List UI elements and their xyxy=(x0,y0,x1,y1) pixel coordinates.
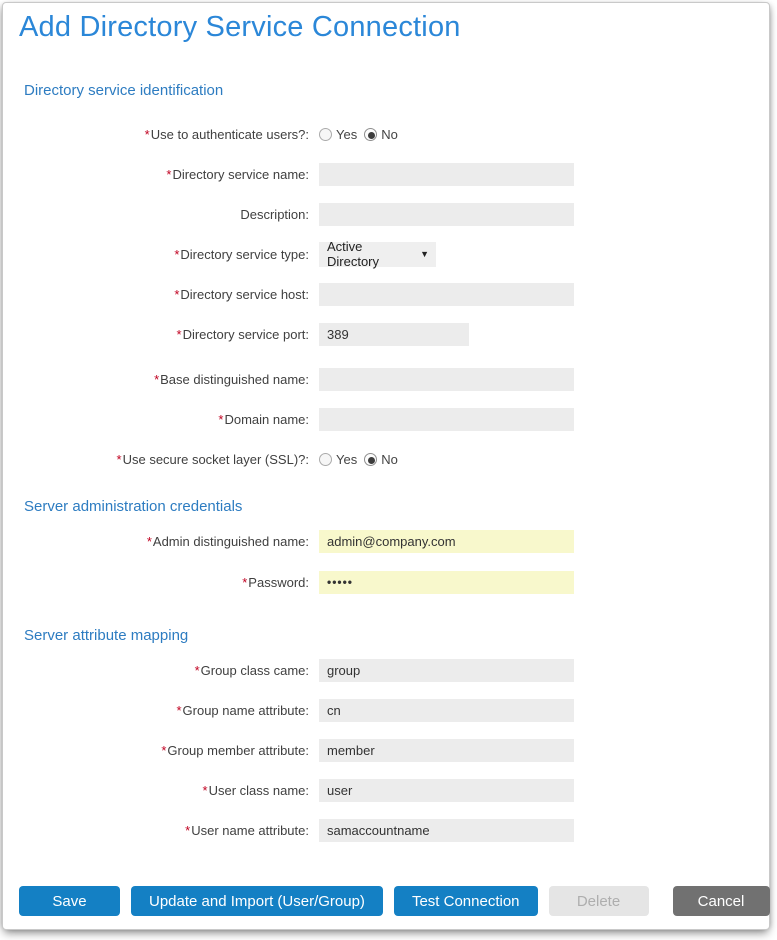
row-admin-distinguished-name xyxy=(3,529,769,553)
dialog-frame xyxy=(2,2,770,930)
field-label: Description: xyxy=(240,206,309,222)
section-heading-credentials: Server administration credentials xyxy=(24,498,243,515)
auth-users-no-radio[interactable] xyxy=(364,128,377,141)
field-label: *Password: xyxy=(242,574,309,590)
directory-service-name-input[interactable] xyxy=(319,163,574,186)
section-heading-mapping: Server attribute mapping xyxy=(24,627,189,644)
field-label: *User name attribute: xyxy=(185,822,309,838)
save-button[interactable]: Save xyxy=(19,886,120,916)
field-label: *Group member attribute: xyxy=(161,742,309,758)
description-input[interactable] xyxy=(319,203,574,226)
field-label: *Use secure socket layer (SSL)?: xyxy=(116,451,309,467)
field-label: *Base distinguished name: xyxy=(154,371,309,387)
row-directory-service-port xyxy=(3,322,769,346)
auth-users-yes-option[interactable]: Yes xyxy=(319,127,357,142)
field-label: *Directory service type: xyxy=(174,246,309,262)
test-connection-button[interactable]: Test Connection xyxy=(394,886,538,916)
row-password xyxy=(3,570,769,594)
auth-users-yes-radio[interactable] xyxy=(319,128,332,141)
row-user-name-attribute xyxy=(3,818,769,842)
section-heading-identification: Directory service identification xyxy=(24,82,224,99)
user-class-name-input[interactable] xyxy=(319,779,574,802)
required-marker: * xyxy=(154,371,160,387)
row-directory-service-host xyxy=(3,282,769,306)
dropdown-arrow-icon: ▼ xyxy=(420,249,429,259)
required-marker: * xyxy=(116,451,122,467)
group-class-name-input[interactable] xyxy=(319,659,574,682)
required-marker: * xyxy=(174,286,180,302)
field-label: *Group class came: xyxy=(194,662,309,678)
use-ssl-no-option[interactable]: No xyxy=(364,452,398,467)
required-marker: * xyxy=(144,126,150,142)
required-marker: * xyxy=(202,782,208,798)
row-directory-service-type xyxy=(3,239,769,269)
field-label: *Domain name: xyxy=(218,411,309,427)
required-marker: * xyxy=(166,166,172,182)
directory-service-type-select[interactable] xyxy=(319,239,436,269)
cancel-button[interactable]: Cancel xyxy=(673,886,770,916)
field-label: *Use to authenticate users?: xyxy=(144,126,309,142)
directory-service-host-input[interactable] xyxy=(319,283,574,306)
row-directory-service-name xyxy=(3,162,769,186)
field-label: *Admin distinguished name: xyxy=(146,533,309,549)
admin-distinguished-name-input[interactable] xyxy=(319,530,574,553)
group-member-attribute-input[interactable] xyxy=(319,739,574,762)
field-label: *Group name attribute: xyxy=(176,702,309,718)
use-ssl-yes-radio[interactable] xyxy=(319,453,332,466)
required-marker: * xyxy=(194,662,200,678)
row-use-to-authenticate xyxy=(3,122,769,146)
field-label: *Directory service port: xyxy=(176,326,309,342)
required-marker: * xyxy=(176,702,182,718)
use-ssl-yes-option[interactable]: Yes xyxy=(319,452,357,467)
update-import-button[interactable]: Update and Import (User/Group) xyxy=(131,886,383,916)
page-title: Add Directory Service Connection xyxy=(19,11,461,43)
row-group-member-attribute xyxy=(3,738,769,762)
required-marker: * xyxy=(161,742,167,758)
row-group-name-attribute xyxy=(3,698,769,722)
button-row xyxy=(19,886,777,916)
auth-users-no-option[interactable]: No xyxy=(364,127,398,142)
required-marker: * xyxy=(185,822,191,838)
delete-button[interactable]: Delete xyxy=(549,886,649,916)
directory-service-type-value: Active Directory xyxy=(327,239,380,269)
row-use-ssl xyxy=(3,447,769,471)
row-domain-name xyxy=(3,407,769,431)
use-ssl-no-radio[interactable] xyxy=(364,453,377,466)
required-marker: * xyxy=(176,326,182,342)
required-marker: * xyxy=(174,246,180,262)
directory-service-port-input[interactable] xyxy=(319,323,469,346)
required-marker: * xyxy=(242,574,248,590)
base-distinguished-name-input[interactable] xyxy=(319,368,574,391)
field-label: *User class name: xyxy=(202,782,309,798)
use-ssl-radio-group xyxy=(319,452,405,467)
required-marker: * xyxy=(146,533,152,549)
field-label: *Directory service host: xyxy=(174,286,309,302)
group-name-attribute-input[interactable] xyxy=(319,699,574,722)
row-group-class xyxy=(3,658,769,682)
row-base-distinguished-name xyxy=(3,367,769,391)
password-input[interactable] xyxy=(319,571,574,594)
auth-users-radio-group xyxy=(319,127,405,142)
row-user-class-name xyxy=(3,778,769,802)
domain-name-input[interactable] xyxy=(319,408,574,431)
row-description xyxy=(3,202,769,226)
user-name-attribute-input[interactable] xyxy=(319,819,574,842)
required-marker: * xyxy=(218,411,224,427)
field-label: *Directory service name: xyxy=(166,166,309,182)
